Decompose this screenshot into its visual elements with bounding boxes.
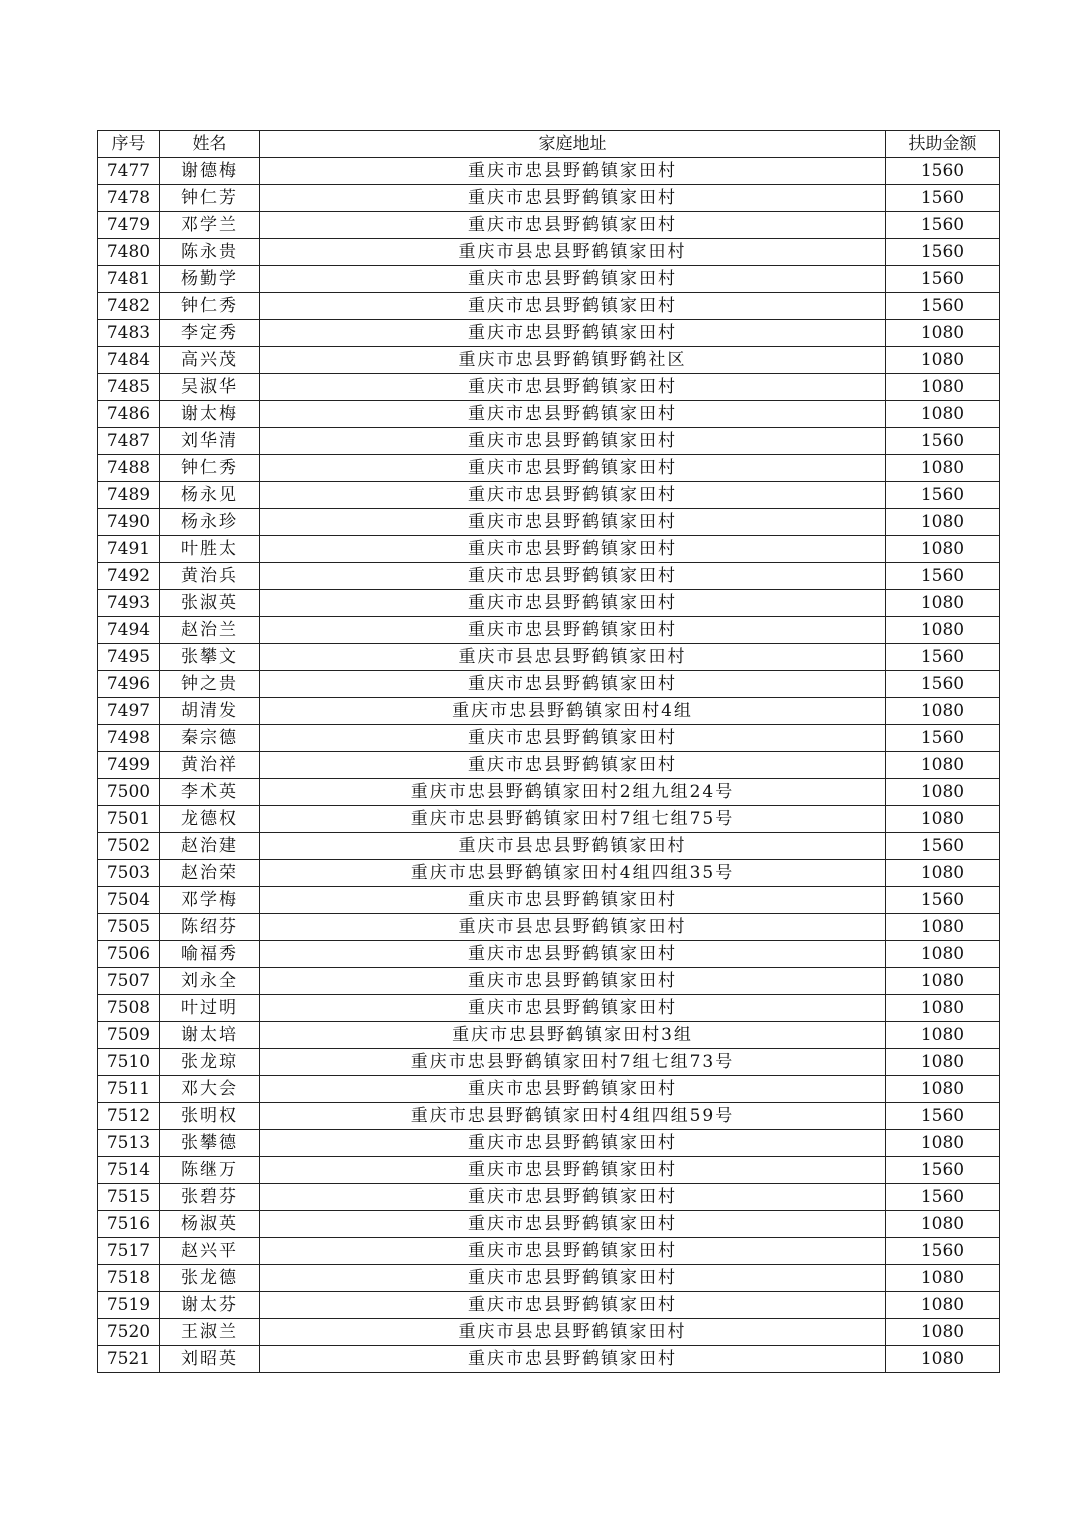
table-row — [98, 1184, 1000, 1211]
amount-cell: 1560 — [886, 482, 1000, 509]
address-cell: 重庆市忠县野鹤镇家田村3组 — [260, 1022, 886, 1049]
serial-number-cell: 7505 — [98, 914, 160, 941]
table-row — [98, 1049, 1000, 1076]
amount-cell: 1560 — [886, 212, 1000, 239]
address-cell: 重庆市忠县野鹤镇家田村 — [260, 293, 886, 320]
address-cell: 重庆市县忠县野鹤镇家田村 — [260, 914, 886, 941]
table-row — [98, 725, 1000, 752]
table-row — [98, 482, 1000, 509]
table-row — [98, 1130, 1000, 1157]
name-cell: 喻福秀 — [160, 941, 260, 968]
name-cell: 赵治荣 — [160, 860, 260, 887]
amount-cell: 1080 — [886, 995, 1000, 1022]
name-cell: 高兴茂 — [160, 347, 260, 374]
address-cell: 重庆市忠县野鹤镇家田村 — [260, 1346, 886, 1373]
address-cell: 重庆市忠县野鹤镇家田村 — [260, 374, 886, 401]
name-cell: 张淑英 — [160, 590, 260, 617]
address-cell: 重庆市忠县野鹤镇野鹤社区 — [260, 347, 886, 374]
table-row — [98, 590, 1000, 617]
address-cell: 重庆市忠县野鹤镇家田村 — [260, 320, 886, 347]
name-cell: 刘昭英 — [160, 1346, 260, 1373]
serial-number-cell: 7499 — [98, 752, 160, 779]
name-cell: 李定秀 — [160, 320, 260, 347]
name-cell: 刘永全 — [160, 968, 260, 995]
address-cell: 重庆市忠县野鹤镇家田村 — [260, 1265, 886, 1292]
address-cell: 重庆市县忠县野鹤镇家田村 — [260, 644, 886, 671]
name-cell: 谢德梅 — [160, 158, 260, 185]
table-row — [98, 509, 1000, 536]
serial-number-cell: 7490 — [98, 509, 160, 536]
table-row — [98, 374, 1000, 401]
serial-number-cell: 7485 — [98, 374, 160, 401]
amount-cell: 1080 — [886, 914, 1000, 941]
table-row — [98, 455, 1000, 482]
table-row — [98, 833, 1000, 860]
address-cell: 重庆市忠县野鹤镇家田村 — [260, 617, 886, 644]
address-cell: 重庆市忠县野鹤镇家田村 — [260, 671, 886, 698]
name-cell: 谢太芬 — [160, 1292, 260, 1319]
name-cell: 赵兴平 — [160, 1238, 260, 1265]
address-cell: 重庆市忠县野鹤镇家田村 — [260, 401, 886, 428]
amount-cell: 1080 — [886, 1022, 1000, 1049]
table-row — [98, 1076, 1000, 1103]
name-cell: 张攀文 — [160, 644, 260, 671]
address-cell: 重庆市忠县野鹤镇家田村4组 — [260, 698, 886, 725]
table-row — [98, 347, 1000, 374]
serial-number-cell: 7486 — [98, 401, 160, 428]
table-row — [98, 1238, 1000, 1265]
name-cell: 王淑兰 — [160, 1319, 260, 1346]
serial-number-cell: 7478 — [98, 185, 160, 212]
serial-number-cell: 7504 — [98, 887, 160, 914]
serial-number-cell: 7477 — [98, 158, 160, 185]
serial-number-cell: 7514 — [98, 1157, 160, 1184]
table-row — [98, 752, 1000, 779]
name-cell: 秦宗德 — [160, 725, 260, 752]
table-row — [98, 536, 1000, 563]
serial-number-cell: 7506 — [98, 941, 160, 968]
table-row — [98, 1103, 1000, 1130]
address-cell: 重庆市忠县野鹤镇家田村 — [260, 1238, 886, 1265]
address-cell: 重庆市忠县野鹤镇家田村 — [260, 968, 886, 995]
address-cell: 重庆市忠县野鹤镇家田村7组七组73号 — [260, 1049, 886, 1076]
address-cell: 重庆市忠县野鹤镇家田村 — [260, 941, 886, 968]
table-body — [98, 158, 1000, 1373]
address-cell: 重庆市忠县野鹤镇家田村 — [260, 158, 886, 185]
address-cell: 重庆市县忠县野鹤镇家田村 — [260, 1319, 886, 1346]
serial-number-cell: 7482 — [98, 293, 160, 320]
serial-number-cell: 7488 — [98, 455, 160, 482]
serial-number-cell: 7480 — [98, 239, 160, 266]
serial-number-cell: 7521 — [98, 1346, 160, 1373]
address-cell: 重庆市忠县野鹤镇家田村 — [260, 563, 886, 590]
serial-number-cell: 7483 — [98, 320, 160, 347]
serial-number-cell: 7496 — [98, 671, 160, 698]
amount-cell: 1560 — [886, 185, 1000, 212]
table-row — [98, 644, 1000, 671]
serial-number-cell: 7487 — [98, 428, 160, 455]
amount-cell: 1560 — [886, 293, 1000, 320]
table-row — [98, 1211, 1000, 1238]
name-cell: 钟仁秀 — [160, 455, 260, 482]
address-cell: 重庆市忠县野鹤镇家田村 — [260, 509, 886, 536]
serial-number-cell: 7500 — [98, 779, 160, 806]
address-cell: 重庆市忠县野鹤镇家田村 — [260, 1211, 886, 1238]
table-row — [98, 320, 1000, 347]
amount-cell: 1080 — [886, 860, 1000, 887]
serial-number-cell: 7494 — [98, 617, 160, 644]
amount-cell: 1080 — [886, 1292, 1000, 1319]
serial-number-cell: 7513 — [98, 1130, 160, 1157]
name-cell: 吴淑华 — [160, 374, 260, 401]
address-cell: 重庆市忠县野鹤镇家田村4组四组59号 — [260, 1103, 886, 1130]
serial-number-cell: 7502 — [98, 833, 160, 860]
amount-cell: 1560 — [886, 1184, 1000, 1211]
name-cell: 谢太梅 — [160, 401, 260, 428]
amount-cell: 1560 — [886, 266, 1000, 293]
name-cell: 胡清发 — [160, 698, 260, 725]
name-cell: 邓学梅 — [160, 887, 260, 914]
table-row — [98, 428, 1000, 455]
serial-number-cell: 7507 — [98, 968, 160, 995]
amount-cell: 1560 — [886, 1103, 1000, 1130]
amount-cell: 1560 — [886, 644, 1000, 671]
name-cell: 刘华清 — [160, 428, 260, 455]
amount-cell: 1560 — [886, 563, 1000, 590]
serial-number-cell: 7516 — [98, 1211, 160, 1238]
serial-number-cell: 7479 — [98, 212, 160, 239]
name-cell: 杨永见 — [160, 482, 260, 509]
amount-cell: 1080 — [886, 374, 1000, 401]
address-cell: 重庆市忠县野鹤镇家田村 — [260, 995, 886, 1022]
amount-cell: 1080 — [886, 779, 1000, 806]
name-cell: 谢太培 — [160, 1022, 260, 1049]
amount-cell: 1080 — [886, 401, 1000, 428]
table-row — [98, 266, 1000, 293]
name-cell: 陈绍芬 — [160, 914, 260, 941]
table-row — [98, 779, 1000, 806]
table-header-row — [98, 131, 1000, 158]
amount-cell: 1080 — [886, 968, 1000, 995]
name-cell: 叶胜太 — [160, 536, 260, 563]
amount-cell: 1080 — [886, 590, 1000, 617]
table-row — [98, 968, 1000, 995]
table-row — [98, 212, 1000, 239]
amount-cell: 1560 — [886, 887, 1000, 914]
table-row — [98, 1346, 1000, 1373]
name-cell: 陈永贵 — [160, 239, 260, 266]
address-cell: 重庆市忠县野鹤镇家田村 — [260, 536, 886, 563]
name-cell: 杨淑英 — [160, 1211, 260, 1238]
table-row — [98, 671, 1000, 698]
amount-cell: 1080 — [886, 509, 1000, 536]
serial-number-cell: 7510 — [98, 1049, 160, 1076]
serial-number-cell: 7481 — [98, 266, 160, 293]
amount-cell: 1080 — [886, 347, 1000, 374]
serial-number-cell: 7515 — [98, 1184, 160, 1211]
serial-number-cell: 7520 — [98, 1319, 160, 1346]
name-cell: 钟之贵 — [160, 671, 260, 698]
address-cell: 重庆市忠县野鹤镇家田村4组四组35号 — [260, 860, 886, 887]
serial-number-cell: 7484 — [98, 347, 160, 374]
name-cell: 张龙德 — [160, 1265, 260, 1292]
table-row — [98, 1319, 1000, 1346]
amount-cell: 1080 — [886, 698, 1000, 725]
amount-cell: 1080 — [886, 320, 1000, 347]
serial-number-cell: 7512 — [98, 1103, 160, 1130]
amount-cell: 1080 — [886, 1346, 1000, 1373]
address-cell: 重庆市忠县野鹤镇家田村 — [260, 185, 886, 212]
header-name: 姓名 — [160, 131, 260, 158]
amount-cell: 1080 — [886, 1049, 1000, 1076]
table-row — [98, 1022, 1000, 1049]
amount-cell: 1080 — [886, 752, 1000, 779]
amount-cell: 1080 — [886, 1265, 1000, 1292]
address-cell: 重庆市忠县野鹤镇家田村 — [260, 1076, 886, 1103]
address-cell: 重庆市忠县野鹤镇家田村 — [260, 1184, 886, 1211]
serial-number-cell: 7497 — [98, 698, 160, 725]
serial-number-cell: 7517 — [98, 1238, 160, 1265]
table-row — [98, 698, 1000, 725]
name-cell: 黄治兵 — [160, 563, 260, 590]
serial-number-cell: 7498 — [98, 725, 160, 752]
amount-cell: 1080 — [886, 455, 1000, 482]
address-cell: 重庆市忠县野鹤镇家田村 — [260, 725, 886, 752]
amount-cell: 1560 — [886, 428, 1000, 455]
serial-number-cell: 7492 — [98, 563, 160, 590]
serial-number-cell: 7519 — [98, 1292, 160, 1319]
header-assistance-amount: 扶助金额 — [886, 131, 1000, 158]
serial-number-cell: 7493 — [98, 590, 160, 617]
serial-number-cell: 7495 — [98, 644, 160, 671]
amount-cell: 1080 — [886, 536, 1000, 563]
address-cell: 重庆市县忠县野鹤镇家田村 — [260, 239, 886, 266]
table-row — [98, 1157, 1000, 1184]
table-row — [98, 158, 1000, 185]
name-cell: 张攀德 — [160, 1130, 260, 1157]
name-cell: 赵治建 — [160, 833, 260, 860]
name-cell: 杨永珍 — [160, 509, 260, 536]
name-cell: 杨勤学 — [160, 266, 260, 293]
table-row — [98, 401, 1000, 428]
table-row — [98, 1292, 1000, 1319]
table-row — [98, 914, 1000, 941]
name-cell: 李术英 — [160, 779, 260, 806]
serial-number-cell: 7503 — [98, 860, 160, 887]
amount-cell: 1560 — [886, 833, 1000, 860]
name-cell: 邓学兰 — [160, 212, 260, 239]
amount-cell: 1560 — [886, 1238, 1000, 1265]
name-cell: 黄治祥 — [160, 752, 260, 779]
amount-cell: 1080 — [886, 1130, 1000, 1157]
address-cell: 重庆市县忠县野鹤镇家田村 — [260, 833, 886, 860]
address-cell: 重庆市忠县野鹤镇家田村 — [260, 1157, 886, 1184]
amount-cell: 1080 — [886, 806, 1000, 833]
serial-number-cell: 7501 — [98, 806, 160, 833]
serial-number-cell: 7518 — [98, 1265, 160, 1292]
name-cell: 邓大会 — [160, 1076, 260, 1103]
table-row — [98, 239, 1000, 266]
table-row — [98, 941, 1000, 968]
amount-cell: 1560 — [886, 158, 1000, 185]
address-cell: 重庆市忠县野鹤镇家田村 — [260, 590, 886, 617]
serial-number-cell: 7489 — [98, 482, 160, 509]
address-cell: 重庆市忠县野鹤镇家田村 — [260, 887, 886, 914]
address-cell: 重庆市忠县野鹤镇家田村 — [260, 266, 886, 293]
amount-cell: 1080 — [886, 1076, 1000, 1103]
address-cell: 重庆市忠县野鹤镇家田村2组九组24号 — [260, 779, 886, 806]
serial-number-cell: 7511 — [98, 1076, 160, 1103]
address-cell: 重庆市忠县野鹤镇家田村 — [260, 455, 886, 482]
name-cell: 赵治兰 — [160, 617, 260, 644]
name-cell: 龙德权 — [160, 806, 260, 833]
table-row — [98, 806, 1000, 833]
amount-cell: 1080 — [886, 941, 1000, 968]
table-row — [98, 617, 1000, 644]
name-cell: 钟仁秀 — [160, 293, 260, 320]
table-row — [98, 887, 1000, 914]
amount-cell: 1560 — [886, 671, 1000, 698]
table-row — [98, 860, 1000, 887]
name-cell: 陈继万 — [160, 1157, 260, 1184]
amount-cell: 1560 — [886, 725, 1000, 752]
name-cell: 叶过明 — [160, 995, 260, 1022]
address-cell: 重庆市忠县野鹤镇家田村 — [260, 212, 886, 239]
address-cell: 重庆市忠县野鹤镇家田村 — [260, 752, 886, 779]
serial-number-cell: 7508 — [98, 995, 160, 1022]
amount-cell: 1080 — [886, 617, 1000, 644]
table-row — [98, 1265, 1000, 1292]
name-cell: 张碧芬 — [160, 1184, 260, 1211]
address-cell: 重庆市忠县野鹤镇家田村 — [260, 482, 886, 509]
assistance-table — [97, 130, 1000, 1373]
name-cell: 钟仁芳 — [160, 185, 260, 212]
amount-cell: 1080 — [886, 1319, 1000, 1346]
table-row — [98, 563, 1000, 590]
header-serial-number: 序号 — [98, 131, 160, 158]
table-row — [98, 185, 1000, 212]
amount-cell: 1560 — [886, 1157, 1000, 1184]
name-cell: 张明权 — [160, 1103, 260, 1130]
name-cell: 张龙琼 — [160, 1049, 260, 1076]
address-cell: 重庆市忠县野鹤镇家田村 — [260, 1130, 886, 1157]
amount-cell: 1560 — [886, 239, 1000, 266]
address-cell: 重庆市忠县野鹤镇家田村 — [260, 428, 886, 455]
table-row — [98, 293, 1000, 320]
serial-number-cell: 7491 — [98, 536, 160, 563]
address-cell: 重庆市忠县野鹤镇家田村 — [260, 1292, 886, 1319]
serial-number-cell: 7509 — [98, 1022, 160, 1049]
amount-cell: 1080 — [886, 1211, 1000, 1238]
header-home-address: 家庭地址 — [260, 131, 886, 158]
address-cell: 重庆市忠县野鹤镇家田村7组七组75号 — [260, 806, 886, 833]
table-row — [98, 995, 1000, 1022]
